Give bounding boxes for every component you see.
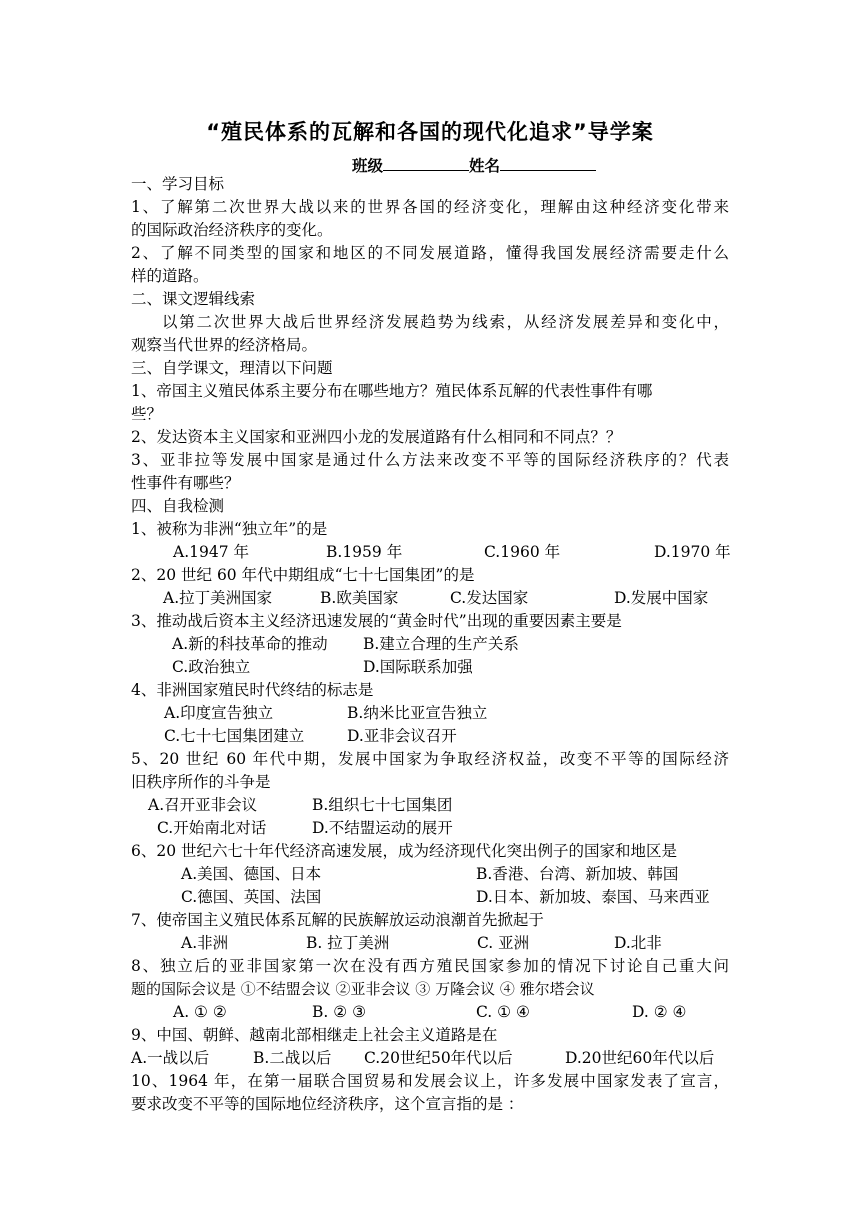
study-question-3-line-1: 3、亚非拉等发展中国家是通过什么方法来改变不平等的国际经济秩序的？代表: [131, 451, 729, 469]
logic-paragraph-line-2: 观察当代世界的经济格局。: [131, 336, 318, 354]
q7-option-b[interactable]: B. 拉丁美洲: [306, 934, 390, 952]
test-question-8-stem-line-1: 8、独立后的亚非国家第一次在没有西方殖民国家参加的情况下讨论自己重大问: [131, 957, 729, 975]
q3-option-d[interactable]: D.国际联系加强: [363, 658, 473, 676]
section-heading-logic: 二、课文逻辑线索: [131, 290, 256, 308]
q6-option-b[interactable]: B.香港、台湾、新加坡、韩国: [476, 865, 679, 883]
goal-1-line-1: 1、了解第二次世界大战以来的世界各国的经济变化，理解由这种经济变化带来: [131, 198, 729, 216]
section-heading-self-study: 三、自学课文，理清以下问题: [131, 359, 333, 377]
study-question-1-line-2: 些？: [131, 405, 163, 423]
q3-option-b[interactable]: B.建立合理的生产关系: [363, 635, 519, 653]
goal-1-line-2: 的国际政治经济秩序的变化。: [131, 221, 333, 239]
q6-option-c[interactable]: C.德国、英国、法国: [181, 888, 322, 906]
q7-option-c[interactable]: C. 亚洲: [477, 934, 530, 952]
q4-option-c[interactable]: C.七十七国集团建立: [164, 727, 305, 745]
q9-option-d[interactable]: D.20世纪60年代以后: [565, 1049, 715, 1067]
q9-option-c[interactable]: C.20世纪50年代以后: [364, 1049, 513, 1067]
q1-option-c[interactable]: C.1960 年: [484, 543, 561, 561]
q6-option-d[interactable]: D.日本、新加坡、泰国、马来西亚: [476, 888, 710, 906]
q5-option-c[interactable]: C.开始南北对话: [157, 819, 267, 837]
q3-option-c[interactable]: C.政治独立: [172, 658, 251, 676]
page-title: “殖民体系的瓦解和各国的现代化追求”导学案: [206, 120, 654, 144]
test-question-4-stem: 4、非洲国家殖民时代终结的标志是: [131, 681, 374, 699]
q5-option-b[interactable]: B.组织七十七国集团: [312, 796, 453, 814]
q3-option-a[interactable]: A.新的科技革命的推动: [172, 635, 328, 653]
q9-option-b[interactable]: B.二战以后: [253, 1049, 332, 1067]
study-question-1-line-1: 1、帝国主义殖民体系主要分布在哪些地方？殖民体系瓦解的代表性事件有哪: [131, 382, 653, 400]
q4-option-b[interactable]: B.纳米比亚宣告独立: [347, 704, 488, 722]
test-question-7-stem: 7、使帝国主义殖民体系瓦解的民族解放运动浪潮首先掀起于: [131, 911, 544, 929]
q7-option-d[interactable]: D.北非: [614, 934, 662, 952]
q8-option-c[interactable]: C. ① ④: [476, 1003, 530, 1021]
q5-option-a[interactable]: A.召开亚非会议: [148, 796, 258, 814]
name-label: 姓名: [469, 157, 501, 175]
q2-option-d[interactable]: D.发展中国家: [614, 589, 709, 607]
student-info: [352, 152, 596, 176]
q8-option-a[interactable]: A. ① ②: [173, 1003, 227, 1021]
q4-option-a[interactable]: A.印度宣告独立: [164, 704, 274, 722]
goal-2-line-1: 2、了解不同类型的国家和地区的不同发展道路，懂得我国发展经济需要走什么: [131, 244, 729, 262]
test-question-3-stem: 3、推动战后资本主义经济迅速发展的“黄金时代”出现的重要因素主要是: [131, 612, 622, 630]
section-heading-self-test: 四、自我检测: [131, 497, 225, 515]
q2-option-c[interactable]: C.发达国家: [450, 589, 529, 607]
q1-option-b[interactable]: B.1959 年: [326, 543, 403, 561]
q5-option-d[interactable]: D.不结盟运动的展开: [312, 819, 453, 837]
study-question-3-line-2: 性事件有哪些？: [131, 474, 240, 492]
q2-option-b[interactable]: B.欧美国家: [320, 589, 399, 607]
test-question-5-stem-line-1: 5、20 世纪 60 年代中期，发展中国家为争取经济权益，改变不平等的国际经济: [131, 750, 729, 768]
q1-option-d[interactable]: D.1970 年: [654, 543, 731, 561]
test-question-10-stem-line-2: 要求改变不平等的国际地位经济秩序，这个宣言指的是 ：: [131, 1095, 524, 1113]
test-question-8-stem-line-2: 题的国际会议是 ①不结盟会议 ②亚非会议 ③ 万隆会议 ④ 雅尔塔会议: [131, 980, 595, 998]
test-question-10-stem-line-1: 10、1964 年，在第一届联合国贸易和发展会议上，许多发展中国家发表了宣言，: [131, 1072, 729, 1090]
q4-option-d[interactable]: D.亚非会议召开: [347, 727, 457, 745]
q8-option-b[interactable]: B. ② ③: [312, 1003, 366, 1021]
q6-option-a[interactable]: A.美国、德国、日本: [181, 865, 322, 883]
goal-2-line-2: 样的道路。: [131, 267, 209, 285]
q7-option-a[interactable]: A.非洲: [181, 934, 229, 952]
test-question-1-stem: 1、被称为非洲“独立年”的是: [131, 520, 328, 538]
test-question-6-stem: 6、20 世纪六七十年代经济高速发展，成为经济现代化突出例子的国家和地区是: [131, 842, 678, 860]
test-question-5-stem-line-2: 旧秩序所作的斗争是: [131, 773, 271, 791]
name-blank[interactable]: [500, 152, 596, 171]
q1-option-a[interactable]: A.1947 年: [173, 543, 249, 561]
study-question-2: 2、发达资本主义国家和亚洲四小龙的发展道路有什么相同和不同点？？: [131, 428, 622, 446]
q9-option-a[interactable]: A.一战以后: [131, 1049, 210, 1067]
class-label: 班级: [352, 157, 384, 175]
test-question-2-stem: 2、20 世纪 60 年代中期组成“七十七国集团”的是: [131, 566, 475, 584]
class-blank[interactable]: [383, 152, 469, 171]
q2-option-a[interactable]: A.拉丁美洲国家: [163, 589, 273, 607]
test-question-9-stem: 9、中国、朝鲜、越南北部相继走上社会主义道路是在: [131, 1026, 498, 1044]
section-heading-goals: 一、学习目标: [131, 175, 225, 193]
q8-option-d[interactable]: D. ② ④: [632, 1003, 687, 1021]
logic-paragraph-line-1: 以第二次世界大战后世界经济发展趋势为线索，从经济发展差异和变化中，: [162, 313, 729, 331]
